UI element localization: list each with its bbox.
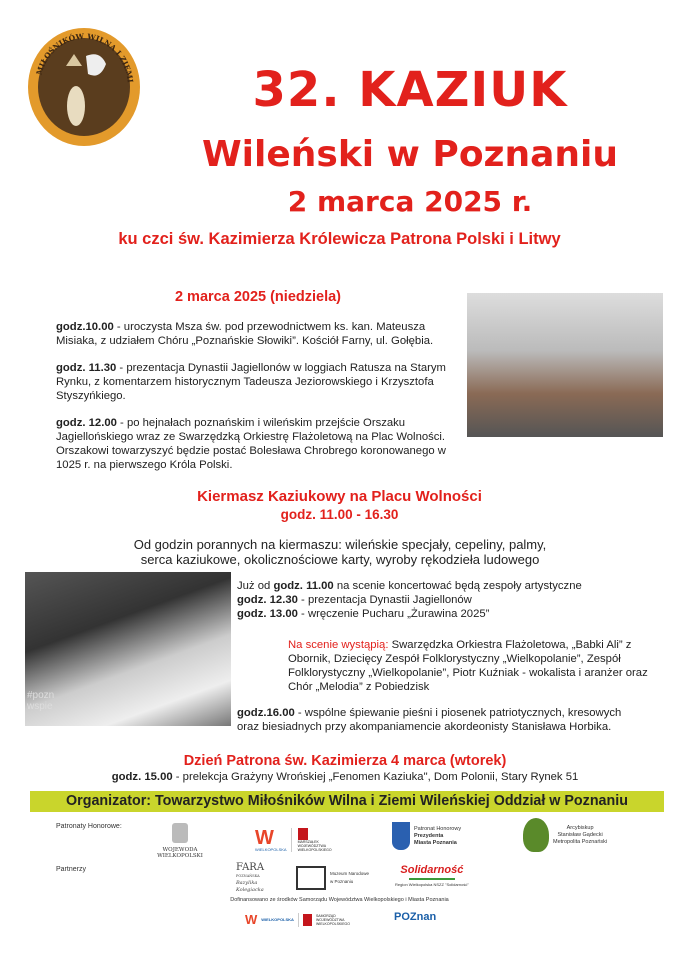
organizer-bar: Organizator: Towarzystwo Miłośników Wilna i Ziemi Wileńskiej Oddział w Poznaniu (30, 791, 664, 812)
funding-note: Dofinansowano ze środków Samorządu Województwa Wielkopolskiego i Miasta Poznania (230, 897, 449, 903)
wojewoda-logo: WOJEWODA WIELKOPOLSKI (140, 823, 220, 859)
wielkopolska-logo: W WIELKOPOLSKA MARSZAŁEK WOJEWÓDZTWA WIELKOPOLSKIEGO (255, 826, 332, 852)
museum-icon (296, 866, 326, 890)
performers: Na scenie wystąpią: Swarzędzka Orkiestra Flażoletowa, „Babki Ali” z Obornik, Dziecięcy Zespół Folklorystyczny „Wielkopolanie”, Zespół Folklorystyczny „Wielkopolanie”, Piotr Kuźniak - wokalista i aranżer oraz Chór „Melodia” z Pobiedzisk (288, 639, 648, 693)
samorzad-logo: W WIELKOPOLSKA SAMORZĄD WOJEWÓDZTWA WIELKOPOLSKIEGO (245, 912, 350, 927)
jagiellonian-dynasty-photo (467, 293, 663, 437)
svg-text:MIŁOŚNIKÓW WILNA I ZIEMI: MIŁOŚNIKÓW WILNA I ZIEMI (34, 31, 135, 84)
society-logo (26, 26, 142, 148)
coat-of-arms-icon (303, 914, 312, 926)
solidarnosc-logo: Solidarność Region Wielkopolska NSZZ "Solidarność" (395, 864, 469, 887)
archbishop-coat-icon (523, 818, 549, 852)
event-date: 2 marca 2025 r. (287, 185, 533, 218)
dedication: ku czci św. Kazimierza Królewicza Patrona Polski i Litwy (118, 230, 561, 248)
event-subtitle: Wileński w Poznaniu (201, 134, 619, 175)
poznan-logo: POZnan (394, 911, 437, 923)
fair-heading: Kiermasz Kaziukowy na Placu Wolności (197, 488, 482, 505)
schedule-item: godz.10.00 - uroczysta Msza św. pod przewodnictwem ks. kan. Mateusza Misiaka, z udziałem Chóru „Poznańskie Słowiki”. Kościół Farny, ul. Gołębia. (56, 321, 434, 347)
archbishop-logo: Arcybiskup Stanisław Gądecki Metropolita Poznański (523, 818, 607, 852)
fair-intro: Od godzin porannych na kiermaszu: wileńskie specjały, cepeliny, palmy, serca kaziukowe, okolicznościowe karty, wyroby rękodzieła ludowego (133, 537, 547, 567)
event-title: 32. KAZIUK (252, 62, 568, 118)
stage-schedule: Już od godz. 11.00 na scenie koncertować będą zespoły artystyczne godz. 12.30 - prezentacja Dynastii Jagiellonów godz. 13.00 - wręczenie Pucharu „Żurawina 2025” Na scenie wystąpią: Swarzędzka Orkiestra Flażoletowa, „Babki Ali” z Obornik, Dziecięcy Zespół Folklorystyczny „Wielkopolanie”, Zespół Folklorystyczny „Wielkopolanie”, Piotr Kuźniak - wokalista i aranżer oraz Chór „Melodia” z Pobiedzisk godz.16.00 - wspólne śpiewanie pieśni i piosenek patriotycznych, kresowych oraz biesiadnych przy akompaniamencie akordeonisty Stanisława Horbika. (237, 580, 648, 733)
muzeum-logo: Muzeum Narodowe w Poznaniu (296, 866, 369, 890)
folk-dance-photo: #pozn wspie (25, 572, 231, 726)
fair-hours: godz. 11.00 - 16.30 (280, 507, 399, 522)
eagle-icon (172, 823, 188, 843)
fara-logo: FARA POZNAŃSKA Bazylika Kolegiacka (236, 862, 265, 893)
sunday-schedule (56, 320, 456, 485)
schedule-item: godz. 11.30 - prezentacja Dynastii Jagiellonów w loggiach Ratusza na Starym Rynku, z komentarzem historycznym Tadeusza Jeziorowskiego i Krzysztofa Styszyńkiego. (56, 362, 446, 402)
coat-of-arms-icon (298, 828, 308, 840)
poznan-crest-icon (392, 822, 410, 850)
poster: MIŁOŚNIKÓW WILNA I ZIEMI 32. KAZIUK Wileński w Poznaniu 2 marca 2025 r. ku czci św. Kazimierza Królewicza Patrona Polski i Litwy 2 marca 2025 (niedziela) godz.10.00 - uroczysta Msza św. pod przewodnictwem ks. kan. Mateusza Misiaka, z udziałem Chóru „Poznańskie Słowiki”. Kościół Farny, ul. Gołębia. godz. 11.30 - prezentacja Dynastii Jagiellonów w loggiach Ratusza na Starym Rynku, z komentarzem historycznym Tadeusza Jeziorowskiego i Krzysztofa Styszyńkiego. godz. 12.00 - po hejnałach poznańskim i wileńskim przejście Orszaku Jagiellońskiego wraz ze Swarzędzką Orkiestrę Flażoletową na Plac Wolności. Orszakowi towarzyszyć będzie postać Bolesława Chrobrego koronowanego w 1025 r. na pierwszego Króla Polski. Kiermasz Kaziukowy na Placu Wolności godz. 11.00 - 16.30 Od godzin porannych na kiermaszu: wileńskie specjały, cepeliny, palmy, serca kaziukowe, okolicznościowe karty, wyroby rękodzieła ludowego #pozn wspie Już od godz. 11.00 na scenie koncertować będą zespoły artystyczne godz. 12.30 - prezentacja Dynastii Jagiellonów godz. 13.00 - wręczenie Pucharu „Żurawina 2025” Na scenie wystąpią: Swarzędzka Orkiestra Flażoletowa, „Babki Ali” z Obornik, Dziecięcy Zespół Folklorystyczny „Wielkopolanie”, Zespół Folklorystyczny „Wielkopolanie”, Piotr Kuźniak - wokalista i aranżer oraz Chór „Melodia” z Pobiedzisk godz.16.00 - wspólne śpiewanie pieśni i piosenek patriotycznych, kresowych oraz biesiadnych przy akompaniamencie akordeonisty Stanisława Horbika. Dzień Patrona św. Kazimierza 4 marca (wtorek) godz. 15.00 - prelekcja Grażyny Wrońskiej „Fenomen Kaziuka", Dom Polonii, Stary Rynek 51 Organizator: Towarzystwo Miłośników Wilna i Ziemi Wileńskiej Oddział w Poznaniu Patronaty Honorowe: WOJEWODA WIELKOPOLSKI W WIELKOPOLSKA MARSZAŁEK WOJEWÓDZTWA WIELKOPOLSKIEGO Patronat Honorowy Prezydenta Miasta Poznania Arcybiskup Stanisław Gądecki Metropolita Poznański Partnerzy FARA POZNAŃSKA Bazylika Kolegiacka Muzeum Narodowe w Poznaniu Solidarność Region Wielkopolska NSZZ "Solidarność" Dofinansowano ze środków Samorządu Województwa Wielkopolskiego i Miasta Poznania W WIELKOPOLSKA SAMORZĄD WOJEWÓDZTWA WIELKOPOLSKIEGO POZnan (0, 0, 679, 960)
schedule-item: godz. 12.00 - po hejnałach poznańskim i wileńskim przejście Orszaku Jagiellońskiego wraz ze Swarzędzką Orkiestrę Flażoletową na Plac Wolności. Orszakowi towarzyszyć będzie postać Bolesława Chrobrego koronowanego w 1025 r. na pierwszego Króla Polski. (56, 417, 446, 471)
sunday-heading: 2 marca 2025 (niedziela) (174, 289, 342, 305)
patron-day-heading: Dzień Patrona św. Kazimierza 4 marca (wtorek) (183, 753, 507, 769)
patron-day-lecture: godz. 15.00 - prelekcja Grażyny Wrońskiej „Fenomen Kaziuka", Dom Polonii, Stary Rynek 51 (111, 771, 579, 783)
prezydent-logo: Patronat Honorowy Prezydenta Miasta Poznania (392, 822, 461, 850)
